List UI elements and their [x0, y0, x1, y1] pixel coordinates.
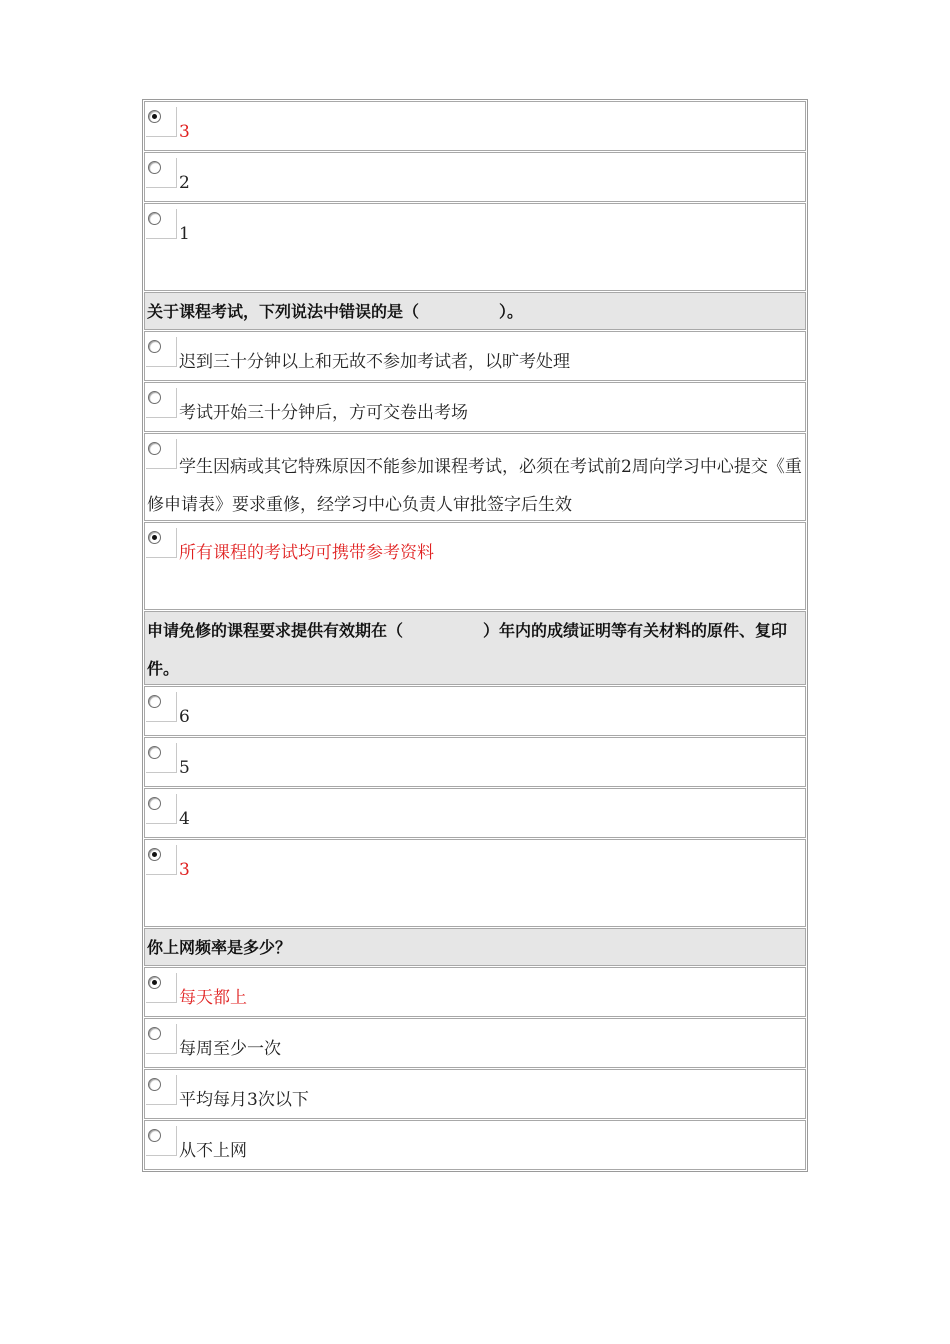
radio-button[interactable]: [148, 1027, 161, 1040]
option-label: 1: [179, 224, 190, 244]
option-label: 3: [179, 860, 190, 880]
option-label: 5: [179, 758, 190, 778]
option-row[interactable]: [144, 839, 806, 927]
radio-button-selected[interactable]: [148, 531, 161, 544]
option-row[interactable]: [144, 203, 806, 291]
option-label: 迟到三十分钟以上和无故不参加考试者，以旷考处理: [179, 352, 570, 372]
radio-button[interactable]: [148, 212, 161, 225]
option-row[interactable]: [144, 737, 806, 787]
radio-button[interactable]: [148, 797, 161, 810]
radio-button[interactable]: [148, 746, 161, 759]
option-row[interactable]: [144, 1120, 806, 1170]
option-label: 6: [179, 707, 190, 727]
radio-cell: [146, 107, 177, 137]
radio-button[interactable]: [148, 695, 161, 708]
radio-button[interactable]: [148, 1129, 161, 1142]
radio-cell: [146, 209, 177, 239]
option-row[interactable]: [144, 101, 806, 151]
option-label: 从不上网: [179, 1141, 247, 1161]
radio-cell: [146, 794, 177, 824]
option-row[interactable]: [144, 1018, 806, 1068]
option-label: 所有课程的考试均可携带参考资料: [179, 543, 434, 563]
radio-cell: [146, 743, 177, 773]
radio-button-selected[interactable]: [148, 976, 161, 989]
option-label: 平均每月3次以下: [179, 1090, 309, 1110]
radio-button-selected[interactable]: [148, 110, 161, 123]
option-row[interactable]: [144, 433, 806, 521]
option-label: 考试开始三十分钟后，方可交卷出考场: [179, 403, 468, 423]
option-label: 每天都上: [179, 988, 247, 1008]
radio-cell: [146, 1126, 177, 1156]
option-label: 3: [179, 122, 190, 142]
radio-cell: [146, 158, 177, 188]
option-row[interactable]: [144, 152, 806, 202]
radio-cell: [146, 1024, 177, 1054]
radio-cell: [146, 845, 177, 875]
radio-cell: [146, 973, 177, 1003]
quiz-table: [142, 99, 808, 1172]
radio-button-selected[interactable]: [148, 848, 161, 861]
question-prompt: 关于课程考试，下列说法中错误的是（ ）。: [144, 292, 806, 330]
radio-button[interactable]: [148, 340, 161, 353]
question-prompt: 申请免修的课程要求提供有效期在（ ）年内的成绩证明等有关材料的原件、复印件。: [144, 611, 806, 685]
option-row[interactable]: [144, 382, 806, 432]
radio-button[interactable]: [148, 391, 161, 404]
radio-cell: [146, 337, 177, 367]
radio-cell: [146, 528, 177, 558]
option-row[interactable]: [144, 788, 806, 838]
option-label: 每周至少一次: [179, 1039, 281, 1059]
option-label: 2: [179, 173, 190, 193]
option-row[interactable]: [144, 331, 806, 381]
option-row[interactable]: [144, 522, 806, 610]
option-row[interactable]: [144, 1069, 806, 1119]
option-label: 学生因病或其它特殊原因不能参加课程考试，必须在考试前2周向学习中心提交《重修申请表》要求重修，经学习中心负责人审批签字后生效: [147, 457, 802, 515]
radio-cell: [146, 692, 177, 722]
question-prompt: 你上网频率是多少？: [144, 928, 806, 966]
option-row[interactable]: [144, 967, 806, 1017]
radio-button[interactable]: [148, 161, 161, 174]
radio-cell: [146, 1075, 177, 1105]
radio-cell: [146, 388, 177, 418]
radio-button[interactable]: [148, 1078, 161, 1091]
option-row[interactable]: [144, 686, 806, 736]
option-label: 4: [179, 809, 190, 829]
